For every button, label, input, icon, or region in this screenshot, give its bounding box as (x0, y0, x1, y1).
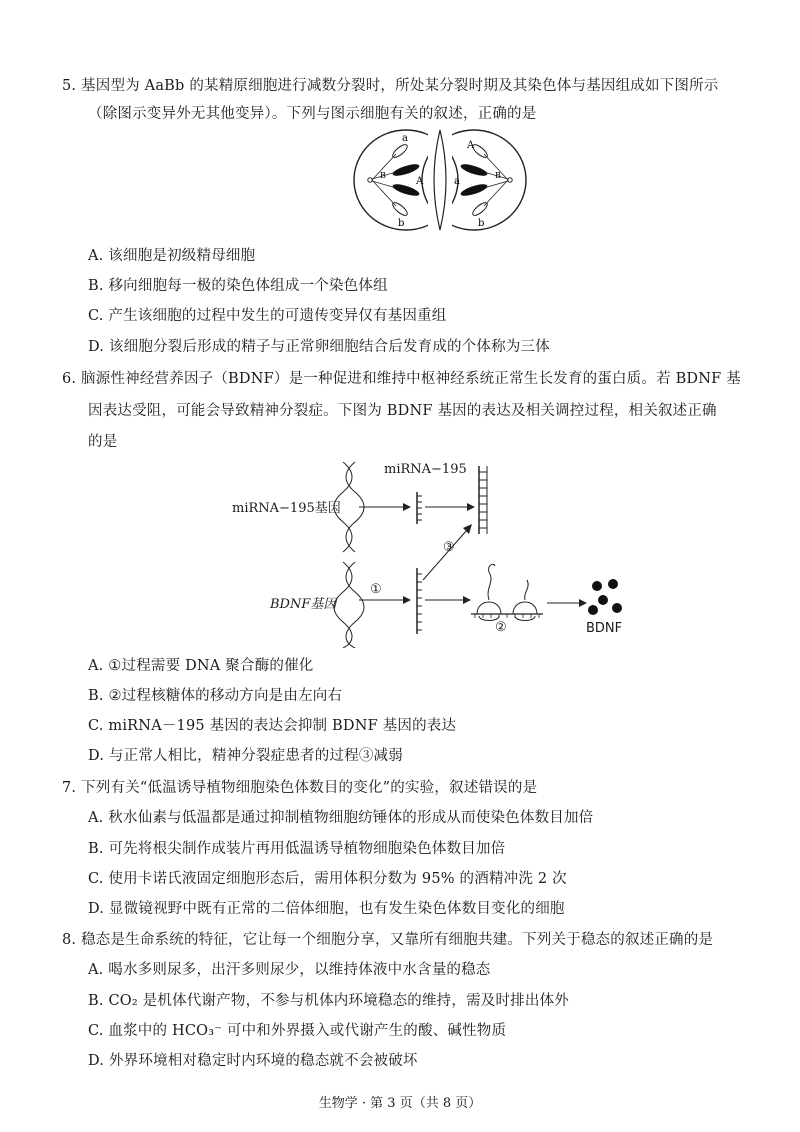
q6-option-b: B. ②过程核糖体的移动方向是由左向右 (88, 688, 343, 704)
q5-option-d: D. 该细胞分裂后形成的精子与正常卵细胞结合后发育成的个体称为三体 (88, 339, 550, 355)
q5-label-A-mid: A (416, 176, 424, 187)
q6-label-bdnf-protein: BDNF (586, 621, 623, 636)
q7-stem-line-1: 7. 下列有关“低温诱导植物细胞染色体数目的变化”的实验，叙述错误的是 (62, 780, 538, 796)
q6-stem-line-1: 6. 脑源性神经营养因子（BDNF）是一种促进和维持中枢神经系统正常生长发育的蛋白质。若 BDNF 基 (62, 371, 741, 387)
q6-option-d: D. 与正常人相比，精神分裂症患者的过程③减弱 (88, 748, 403, 764)
q6-label-mirna: miRNA−195 (384, 462, 467, 477)
q5-option-a: A. 该细胞是初级精母细胞 (88, 248, 256, 264)
q6-option-c: C. miRNA－195 基因的表达会抑制 BDNF 基因的表达 (88, 718, 457, 734)
q6-label-bdnf-gene: BDNF基因 (270, 597, 337, 612)
q8-option-a: A. 喝水多则尿多，出汗多则尿少，以维持体液中水含量的稳态 (88, 962, 491, 978)
q5-label-B-left: B (380, 171, 386, 180)
q5-stem-line-2: （除图示变异外无其他变异）。下列与图示细胞有关的叙述，正确的是 (88, 106, 537, 122)
q8-option-b: B. CO₂ 是机体代谢产物，不参与机体内环境稳态的维持，需及时排出体外 (88, 993, 569, 1009)
q7-option-c: C. 使用卡诺氏液固定细胞形态后，需用体积分数为 95% 的酒精冲洗 2 次 (88, 871, 567, 887)
q6-label-mirna-gene: miRNA−195基因 (232, 501, 341, 516)
q5-option-b: B. 移向细胞每一极的染色体组成一个染色体组 (88, 278, 388, 294)
q6-step-2: ② (495, 620, 507, 635)
q8-option-d: D. 外界环境相对稳定时内环境的稳态就不会被破坏 (88, 1053, 418, 1069)
q5-label-b-right: b (478, 218, 485, 229)
q6-step-3: ③ (443, 540, 455, 555)
q5-label-b-left: b (398, 218, 405, 229)
q8-option-c: C. 血浆中的 HCO₃⁻ 可中和外界摄入或代谢产生的酸、碱性物质 (88, 1023, 507, 1039)
q6-stem-line-2: 因表达受阻，可能会导致精神分裂症。下图为 BDNF 基因的表达及相关调控过程，相关叙述正确 (88, 403, 717, 419)
q5-option-c: C. 产生该细胞的过程中发生的可遗传变异仅有基因重组 (88, 308, 447, 324)
q8-stem-line-1: 8. 稳态是生命系统的特征，它让每一个细胞分享，又靠所有细胞共建。下列关于稳态的叙述正确的是 (62, 932, 714, 948)
q6-stem-line-3: 的是 (88, 434, 118, 450)
q6-option-a: A. ①过程需要 DNA 聚合酶的催化 (88, 658, 314, 674)
q5-label-B-right: B (495, 171, 501, 180)
q7-option-d: D. 显微镜视野中既有正常的二倍体细胞，也有发生染色体数目变化的细胞 (88, 901, 565, 917)
q5-stem-line-1: 5. 基因型为 AaBb 的某精原细胞进行减数分裂时，所处某分裂时期及其染色体与基因组成如下图所示 (62, 78, 719, 94)
q6-step-1: ① (370, 582, 382, 597)
q5-cell-diagram (350, 126, 530, 234)
q5-label-a-mid: a (454, 176, 460, 187)
q5-label-A-top: A (467, 140, 475, 151)
q5-label-a-top: a (402, 133, 408, 144)
q7-option-b: B. 可先将根尖制作成装片再用低温诱导植物细胞染色体数目加倍 (88, 841, 506, 857)
page-footer: 生物学 · 第 3 页（共 8 页） (318, 1096, 482, 1111)
q7-option-a: A. 秋水仙素与低温都是通过抑制植物细胞纺锤体的形成从而使染色体数目加倍 (88, 810, 594, 826)
q6-bdnf-diagram (225, 458, 625, 648)
